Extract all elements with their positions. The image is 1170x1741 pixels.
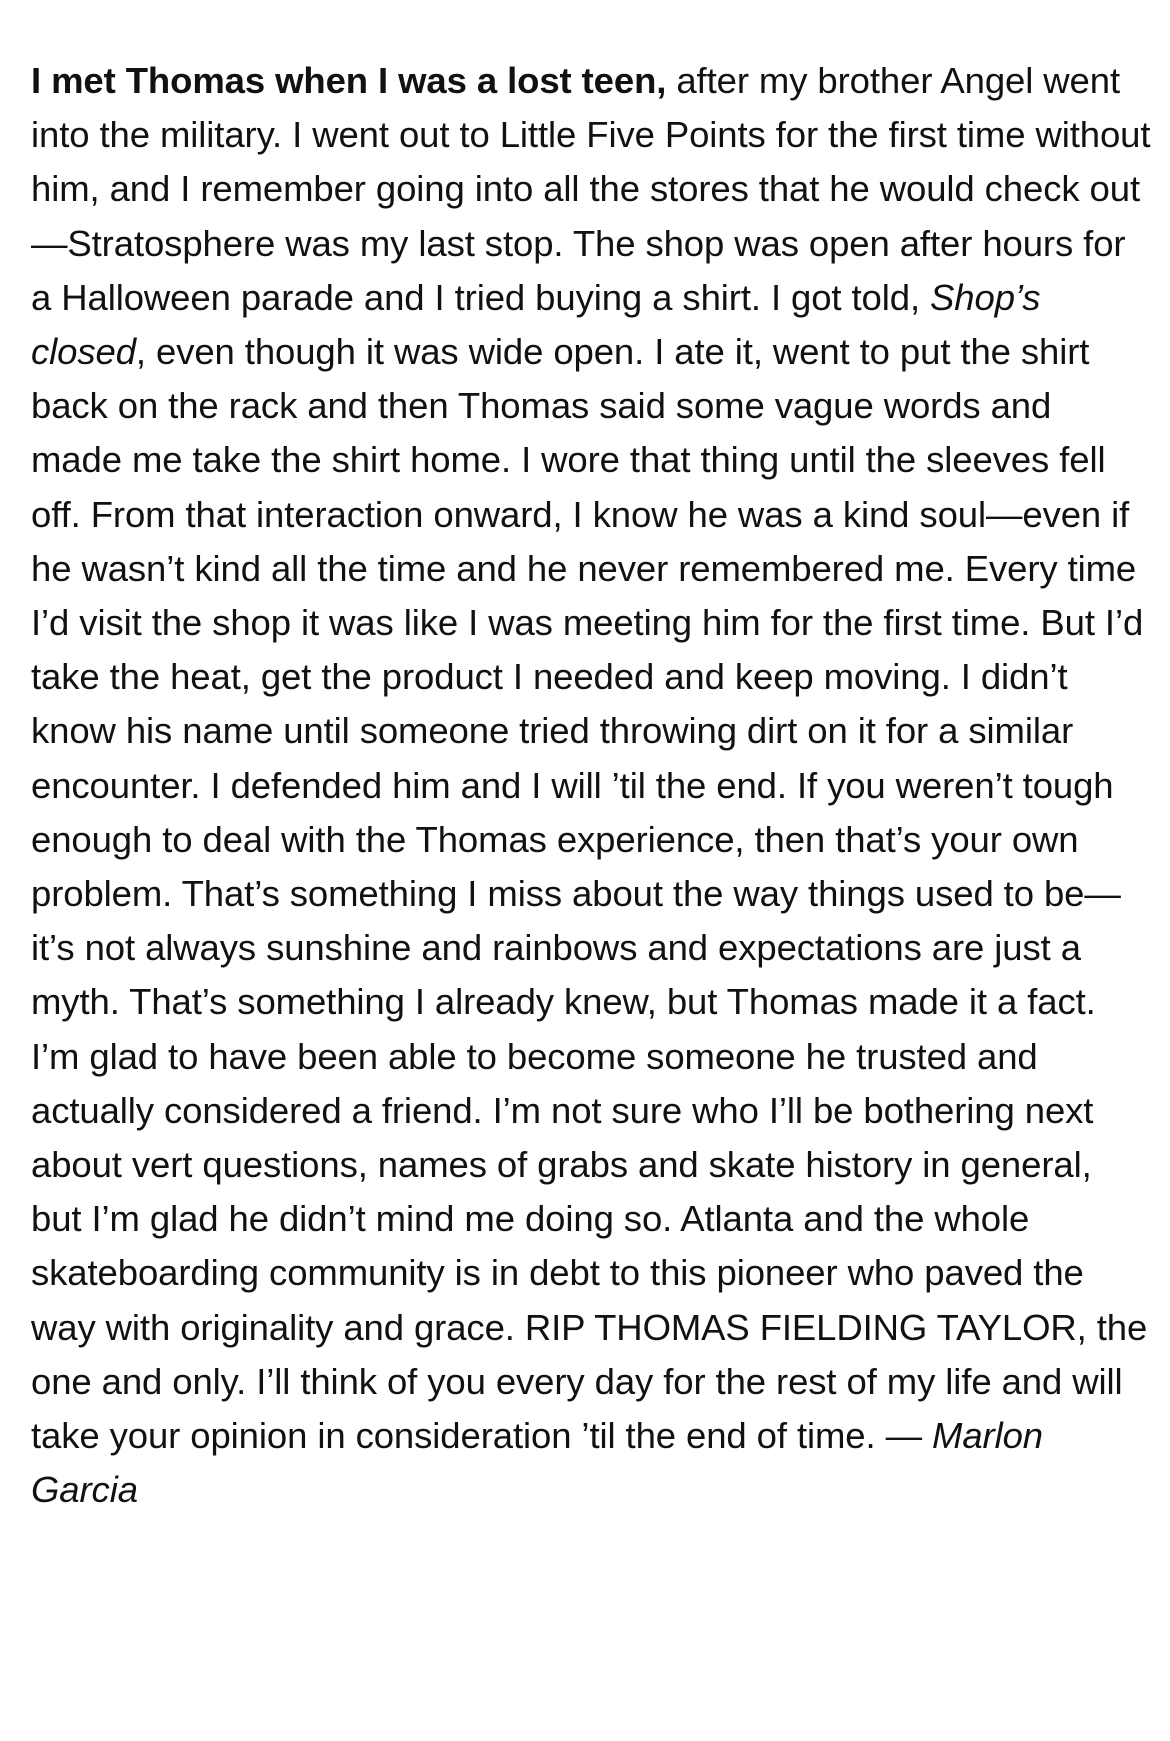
tribute-paragraph <box>31 54 1151 1517</box>
emphasized-quote: Shop’s closed <box>31 276 1041 373</box>
lead-sentence: I met Thomas when I was a lost teen, <box>31 60 667 101</box>
body-text-part-1: after my brother Angel went into the military. I went out to Little Five Points for the first time without him, and I remember going into all the stores that he would check out—Stratosphere was my last stop. The shop was open after hours for a Halloween parade and I tried buying a shirt. I got told, <box>31 60 1151 318</box>
body-text-part-2: , even though it was wide open. I ate it, went to put the shirt back on the rack and then Thomas said some vague words and made me take the shirt home. I wore that thing until the sleeves fell off. From that interaction onward, I know he was a kind soul—even if he wasn’t kind all the time and he never remembered me. Every time I’d visit the shop it was like I was meeting him for the first time. But I’d take the heat, get the product I needed and keep moving. I didn’t know his name until someone tried throwing dirt on it for a similar encounter. I defended him and I will ’til the end. If you weren’t tough enough to deal with the Thomas experience, then that’s your own problem. That’s something I miss about the way things used to be—it’s not always sunshine and rainbows and expectations are just a myth. That’s something I already knew, but Thomas made it a fact. I’m glad to have been able to become someone he trusted and actually considered a friend. I’m not sure who I’ll be bothering next about vert questions, names of grabs and skate history in general, but I’m glad he didn’t mind me doing so. Atlanta and the whole skateboarding community is in debt to this pioneer who paved the way with originality and grace. RIP THOMAS FIELDING TAYLOR, the one and only. I’ll think of you every day for the rest of my life and will take your opinion in consideration ’til the end of time. — <box>31 331 1148 1457</box>
author-signature: Marlon Garcia <box>31 1415 1043 1511</box>
article-page <box>31 54 1151 1517</box>
